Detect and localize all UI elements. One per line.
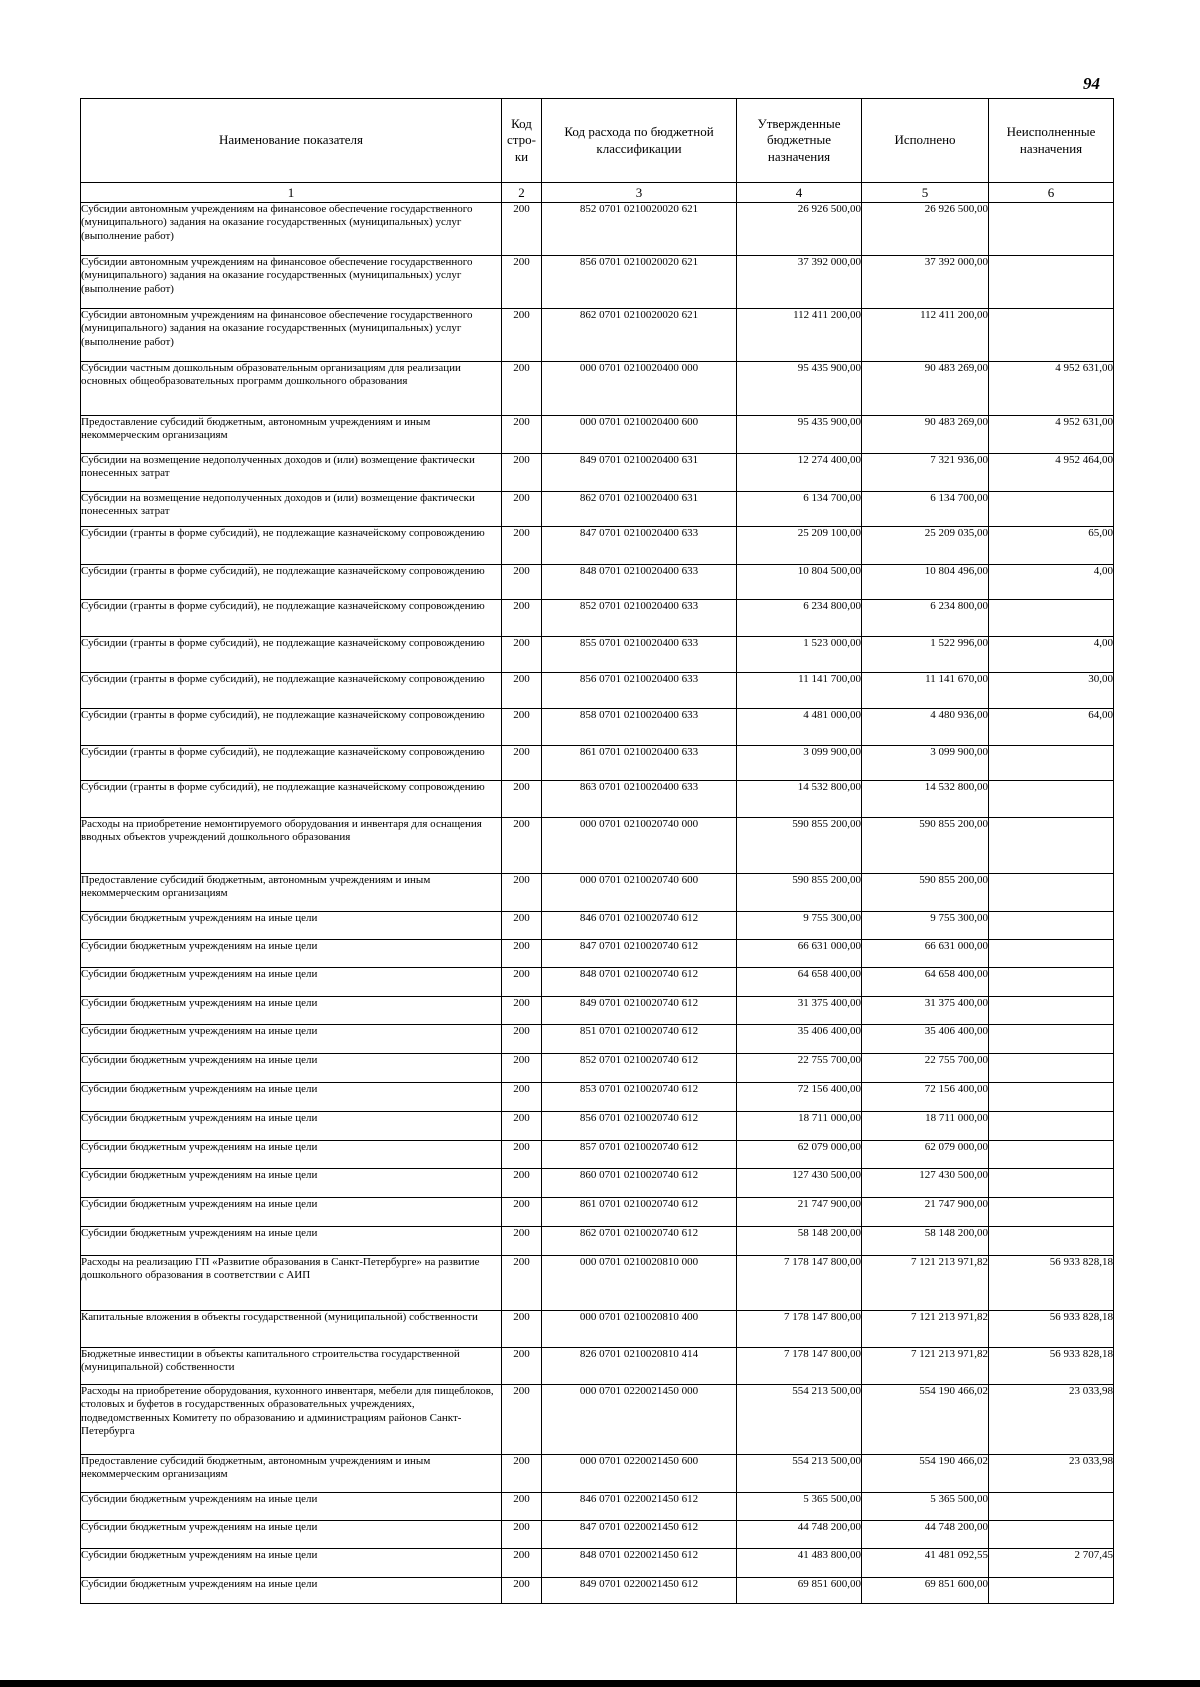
row-approved-amount: 35 406 400,00 <box>737 1025 862 1054</box>
row-line-code: 200 <box>502 1549 542 1578</box>
row-name: Субсидии бюджетным учреждениям на иные цели <box>81 912 502 940</box>
row-approved-amount: 11 141 700,00 <box>737 673 862 709</box>
row-line-code: 200 <box>502 362 542 416</box>
table-row <box>81 1549 1114 1578</box>
row-executed-amount: 4 480 936,00 <box>862 709 989 746</box>
row-executed-amount: 41 481 092,55 <box>862 1549 989 1578</box>
table-row <box>81 673 1114 709</box>
row-budget-code: 826 0701 0210020810 414 <box>542 1348 737 1385</box>
table-row <box>81 818 1114 874</box>
row-name: Субсидии автономным учреждениям на финансовое обеспечение государственного (муниципального) задания на оказание государственных (муниципальных) услуг (выполнение работ) <box>81 203 502 256</box>
row-name: Субсидии автономным учреждениям на финансовое обеспечение государственного (муниципального) задания на оказание государственных (муниципальных) услуг (выполнение работ) <box>81 256 502 309</box>
row-approved-amount: 31 375 400,00 <box>737 997 862 1025</box>
row-name: Предоставление субсидий бюджетным, автономным учреждениям и иным некоммерческим организациям <box>81 1455 502 1493</box>
row-line-code: 200 <box>502 1493 542 1521</box>
row-approved-amount: 72 156 400,00 <box>737 1083 862 1112</box>
row-line-code: 200 <box>502 1025 542 1054</box>
row-name: Субсидии (гранты в форме субсидий), не подлежащие казначейскому сопровождению <box>81 673 502 709</box>
row-approved-amount: 21 747 900,00 <box>737 1198 862 1227</box>
header-executed: Исполнено <box>862 99 989 183</box>
column-number: 2 <box>502 183 542 203</box>
header-row <box>81 99 1114 183</box>
row-unexecuted-amount: 4,00 <box>989 565 1114 600</box>
row-unexecuted-amount: 64,00 <box>989 709 1114 746</box>
row-executed-amount: 1 522 996,00 <box>862 637 989 673</box>
row-line-code: 200 <box>502 940 542 968</box>
row-budget-code: 000 0701 0220021450 600 <box>542 1455 737 1493</box>
row-executed-amount: 64 658 400,00 <box>862 968 989 997</box>
table-row <box>81 416 1114 454</box>
row-name: Субсидии на возмещение недополученных доходов и (или) возмещение фактически понесенных затрат <box>81 492 502 527</box>
row-unexecuted-amount: 56 933 828,18 <box>989 1256 1114 1311</box>
row-executed-amount: 31 375 400,00 <box>862 997 989 1025</box>
row-approved-amount: 10 804 500,00 <box>737 565 862 600</box>
row-unexecuted-amount <box>989 874 1114 912</box>
row-unexecuted-amount: 23 033,98 <box>989 1385 1114 1455</box>
row-name: Субсидии бюджетным учреждениям на иные цели <box>81 1112 502 1141</box>
row-budget-code: 862 0701 0210020740 612 <box>542 1227 737 1256</box>
row-executed-amount: 18 711 000,00 <box>862 1112 989 1141</box>
row-line-code: 200 <box>502 912 542 940</box>
row-budget-code: 000 0701 0210020400 600 <box>542 416 737 454</box>
row-line-code: 200 <box>502 1227 542 1256</box>
row-executed-amount: 62 079 000,00 <box>862 1141 989 1169</box>
row-line-code: 200 <box>502 709 542 746</box>
row-name: Расходы на реализацию ГП «Развитие образования в Санкт-Петербурге» на развитие дошкольного образования в соответствии с АИП <box>81 1256 502 1311</box>
row-budget-code: 848 0701 0210020740 612 <box>542 968 737 997</box>
row-approved-amount: 69 851 600,00 <box>737 1578 862 1604</box>
row-approved-amount: 6 134 700,00 <box>737 492 862 527</box>
row-unexecuted-amount <box>989 492 1114 527</box>
row-unexecuted-amount <box>989 912 1114 940</box>
row-approved-amount: 64 658 400,00 <box>737 968 862 997</box>
row-name: Расходы на приобретение немонтируемого оборудования и инвентаря для оснащения вводных объектов учреждений дошкольного образования <box>81 818 502 874</box>
row-executed-amount: 5 365 500,00 <box>862 1493 989 1521</box>
table-row <box>81 1493 1114 1521</box>
row-budget-code: 853 0701 0210020740 612 <box>542 1083 737 1112</box>
header-line-code: Код стро-ки <box>502 99 542 183</box>
row-budget-code: 848 0701 0210020400 633 <box>542 565 737 600</box>
row-executed-amount: 69 851 600,00 <box>862 1578 989 1604</box>
row-budget-code: 862 0701 0210020400 631 <box>542 492 737 527</box>
row-approved-amount: 5 365 500,00 <box>737 1493 862 1521</box>
table-row <box>81 527 1114 565</box>
row-budget-code: 846 0701 0210020740 612 <box>542 912 737 940</box>
table-body <box>81 203 1114 1604</box>
row-approved-amount: 1 523 000,00 <box>737 637 862 673</box>
table-row <box>81 1083 1114 1112</box>
row-unexecuted-amount: 4 952 631,00 <box>989 362 1114 416</box>
column-number: 4 <box>737 183 862 203</box>
row-executed-amount: 35 406 400,00 <box>862 1025 989 1054</box>
row-line-code: 200 <box>502 454 542 492</box>
row-line-code: 200 <box>502 997 542 1025</box>
table-row <box>81 1054 1114 1083</box>
row-budget-code: 000 0701 0210020810 400 <box>542 1311 737 1348</box>
row-budget-code: 851 0701 0210020740 612 <box>542 1025 737 1054</box>
table-row <box>81 968 1114 997</box>
row-budget-code: 000 0701 0210020740 600 <box>542 874 737 912</box>
row-line-code: 200 <box>502 818 542 874</box>
row-unexecuted-amount <box>989 1025 1114 1054</box>
row-budget-code: 863 0701 0210020400 633 <box>542 781 737 818</box>
row-unexecuted-amount: 23 033,98 <box>989 1455 1114 1493</box>
column-number: 1 <box>81 183 502 203</box>
row-executed-amount: 3 099 900,00 <box>862 746 989 781</box>
table-row <box>81 1521 1114 1549</box>
row-line-code: 200 <box>502 673 542 709</box>
row-name: Субсидии бюджетным учреждениям на иные цели <box>81 1054 502 1083</box>
row-unexecuted-amount <box>989 997 1114 1025</box>
row-line-code: 200 <box>502 1521 542 1549</box>
row-line-code: 200 <box>502 600 542 637</box>
row-approved-amount: 3 099 900,00 <box>737 746 862 781</box>
row-name: Субсидии (гранты в форме субсидий), не подлежащие казначейскому сопровождению <box>81 709 502 746</box>
row-name: Субсидии бюджетным учреждениям на иные цели <box>81 1521 502 1549</box>
row-line-code: 200 <box>502 781 542 818</box>
row-name: Субсидии бюджетным учреждениям на иные цели <box>81 1549 502 1578</box>
row-budget-code: 852 0701 0210020400 633 <box>542 600 737 637</box>
row-name: Субсидии бюджетным учреждениям на иные цели <box>81 1083 502 1112</box>
table-row <box>81 256 1114 309</box>
row-executed-amount: 11 141 670,00 <box>862 673 989 709</box>
row-budget-code: 856 0701 0210020020 621 <box>542 256 737 309</box>
header-approved: Утвержденные бюджетные назначения <box>737 99 862 183</box>
row-name: Субсидии (гранты в форме субсидий), не подлежащие казначейскому сопровождению <box>81 600 502 637</box>
row-unexecuted-amount: 4 952 631,00 <box>989 416 1114 454</box>
row-executed-amount: 554 190 466,02 <box>862 1385 989 1455</box>
row-name: Субсидии бюджетным учреждениям на иные цели <box>81 997 502 1025</box>
row-name: Субсидии бюджетным учреждениям на иные цели <box>81 1025 502 1054</box>
column-number: 5 <box>862 183 989 203</box>
scan-bottom-edge <box>0 1680 1200 1687</box>
table-row <box>81 454 1114 492</box>
row-approved-amount: 37 392 000,00 <box>737 256 862 309</box>
row-unexecuted-amount <box>989 1198 1114 1227</box>
table-row <box>81 600 1114 637</box>
table-row <box>81 940 1114 968</box>
row-executed-amount: 127 430 500,00 <box>862 1169 989 1198</box>
row-line-code: 200 <box>502 1455 542 1493</box>
row-unexecuted-amount <box>989 968 1114 997</box>
row-budget-code: 849 0701 0210020740 612 <box>542 997 737 1025</box>
row-executed-amount: 22 755 700,00 <box>862 1054 989 1083</box>
row-budget-code: 847 0701 0210020400 633 <box>542 527 737 565</box>
row-unexecuted-amount <box>989 746 1114 781</box>
table-row <box>81 1455 1114 1493</box>
row-line-code: 200 <box>502 1141 542 1169</box>
row-name: Субсидии (гранты в форме субсидий), не подлежащие казначейскому сопровождению <box>81 781 502 818</box>
budget-execution-table <box>80 98 1114 1604</box>
header-budget-code: Код расхода по бюджетной классификации <box>542 99 737 183</box>
row-line-code: 200 <box>502 637 542 673</box>
row-line-code: 200 <box>502 492 542 527</box>
row-budget-code: 860 0701 0210020740 612 <box>542 1169 737 1198</box>
row-executed-amount: 590 855 200,00 <box>862 818 989 874</box>
row-approved-amount: 95 435 900,00 <box>737 362 862 416</box>
row-line-code: 200 <box>502 1083 542 1112</box>
row-unexecuted-amount <box>989 818 1114 874</box>
row-approved-amount: 58 148 200,00 <box>737 1227 862 1256</box>
row-name: Субсидии бюджетным учреждениям на иные цели <box>81 968 502 997</box>
table-row <box>81 1169 1114 1198</box>
row-executed-amount: 14 532 800,00 <box>862 781 989 818</box>
row-budget-code: 852 0701 0210020740 612 <box>542 1054 737 1083</box>
row-name: Субсидии (гранты в форме субсидий), не подлежащие казначейскому сопровождению <box>81 527 502 565</box>
page-number: 94 <box>1083 74 1100 93</box>
row-budget-code: 847 0701 0220021450 612 <box>542 1521 737 1549</box>
column-number: 3 <box>542 183 737 203</box>
table-row <box>81 1311 1114 1348</box>
row-name: Субсидии (гранты в форме субсидий), не подлежащие казначейскому сопровождению <box>81 746 502 781</box>
table-row <box>81 874 1114 912</box>
row-line-code: 200 <box>502 874 542 912</box>
row-approved-amount: 4 481 000,00 <box>737 709 862 746</box>
row-approved-amount: 112 411 200,00 <box>737 309 862 362</box>
table-row <box>81 1025 1114 1054</box>
row-name: Субсидии бюджетным учреждениям на иные цели <box>81 1578 502 1604</box>
row-line-code: 200 <box>502 256 542 309</box>
row-unexecuted-amount <box>989 256 1114 309</box>
row-line-code: 200 <box>502 527 542 565</box>
row-unexecuted-amount <box>989 1521 1114 1549</box>
row-approved-amount: 590 855 200,00 <box>737 818 862 874</box>
row-name: Субсидии (гранты в форме субсидий), не подлежащие казначейскому сопровождению <box>81 565 502 600</box>
row-approved-amount: 26 926 500,00 <box>737 203 862 256</box>
row-budget-code: 852 0701 0210020020 621 <box>542 203 737 256</box>
row-approved-amount: 22 755 700,00 <box>737 1054 862 1083</box>
table-row <box>81 309 1114 362</box>
table-row <box>81 637 1114 673</box>
row-approved-amount: 590 855 200,00 <box>737 874 862 912</box>
row-approved-amount: 18 711 000,00 <box>737 1112 862 1141</box>
row-approved-amount: 9 755 300,00 <box>737 912 862 940</box>
row-budget-code: 848 0701 0220021450 612 <box>542 1549 737 1578</box>
table-row <box>81 746 1114 781</box>
row-name: Субсидии бюджетным учреждениям на иные цели <box>81 1141 502 1169</box>
row-budget-code: 858 0701 0210020400 633 <box>542 709 737 746</box>
table-row <box>81 1348 1114 1385</box>
row-name: Расходы на приобретение оборудования, кухонного инвентаря, мебели для пищеблоков, столовых и буфетов в государственных образовательных учреждениях, подведомственных Комитету по образованию и администрациям районов Санкт-Петербурга <box>81 1385 502 1455</box>
row-budget-code: 856 0701 0210020740 612 <box>542 1112 737 1141</box>
table-row <box>81 1385 1114 1455</box>
row-budget-code: 856 0701 0210020400 633 <box>542 673 737 709</box>
table-row <box>81 781 1114 818</box>
row-budget-code: 861 0701 0210020400 633 <box>542 746 737 781</box>
row-budget-code: 846 0701 0220021450 612 <box>542 1493 737 1521</box>
row-approved-amount: 95 435 900,00 <box>737 416 862 454</box>
row-budget-code: 000 0701 0210020810 000 <box>542 1256 737 1311</box>
row-approved-amount: 554 213 500,00 <box>737 1455 862 1493</box>
row-unexecuted-amount <box>989 940 1114 968</box>
column-number: 6 <box>989 183 1114 203</box>
row-unexecuted-amount <box>989 1227 1114 1256</box>
row-executed-amount: 7 121 213 971,82 <box>862 1348 989 1385</box>
row-executed-amount: 6 134 700,00 <box>862 492 989 527</box>
row-approved-amount: 7 178 147 800,00 <box>737 1256 862 1311</box>
row-approved-amount: 62 079 000,00 <box>737 1141 862 1169</box>
row-line-code: 200 <box>502 1198 542 1227</box>
row-executed-amount: 112 411 200,00 <box>862 309 989 362</box>
row-executed-amount: 44 748 200,00 <box>862 1521 989 1549</box>
row-budget-code: 855 0701 0210020400 633 <box>542 637 737 673</box>
row-budget-code: 857 0701 0210020740 612 <box>542 1141 737 1169</box>
table-row <box>81 492 1114 527</box>
row-approved-amount: 127 430 500,00 <box>737 1169 862 1198</box>
row-unexecuted-amount: 4,00 <box>989 637 1114 673</box>
table-row <box>81 1198 1114 1227</box>
row-unexecuted-amount <box>989 1083 1114 1112</box>
table-row <box>81 912 1114 940</box>
row-unexecuted-amount: 65,00 <box>989 527 1114 565</box>
table-row <box>81 362 1114 416</box>
row-unexecuted-amount <box>989 1169 1114 1198</box>
row-approved-amount: 554 213 500,00 <box>737 1385 862 1455</box>
row-name: Предоставление субсидий бюджетным, автономным учреждениям и иным некоммерческим организациям <box>81 874 502 912</box>
row-executed-amount: 21 747 900,00 <box>862 1198 989 1227</box>
row-unexecuted-amount: 56 933 828,18 <box>989 1348 1114 1385</box>
row-unexecuted-amount <box>989 203 1114 256</box>
row-approved-amount: 7 178 147 800,00 <box>737 1311 862 1348</box>
header-unexecuted: Неисполненные назначения <box>989 99 1114 183</box>
row-executed-amount: 58 148 200,00 <box>862 1227 989 1256</box>
row-budget-code: 862 0701 0210020020 621 <box>542 309 737 362</box>
row-unexecuted-amount <box>989 1493 1114 1521</box>
row-approved-amount: 6 234 800,00 <box>737 600 862 637</box>
row-budget-code: 849 0701 0220021450 612 <box>542 1578 737 1604</box>
row-approved-amount: 7 178 147 800,00 <box>737 1348 862 1385</box>
row-budget-code: 849 0701 0210020400 631 <box>542 454 737 492</box>
row-line-code: 200 <box>502 309 542 362</box>
row-name: Предоставление субсидий бюджетным, автономным учреждениям и иным некоммерческим организациям <box>81 416 502 454</box>
row-line-code: 200 <box>502 1169 542 1198</box>
row-name: Бюджетные инвестиции в объекты капитального строительства государственной (муниципальной) собственности <box>81 1348 502 1385</box>
row-unexecuted-amount: 4 952 464,00 <box>989 454 1114 492</box>
row-line-code: 200 <box>502 1112 542 1141</box>
table-row <box>81 709 1114 746</box>
row-approved-amount: 44 748 200,00 <box>737 1521 862 1549</box>
row-line-code: 200 <box>502 1578 542 1604</box>
row-executed-amount: 37 392 000,00 <box>862 256 989 309</box>
row-line-code: 200 <box>502 1054 542 1083</box>
row-name: Капитальные вложения в объекты государственной (муниципальной) собственности <box>81 1311 502 1348</box>
row-executed-amount: 26 926 500,00 <box>862 203 989 256</box>
row-unexecuted-amount <box>989 1054 1114 1083</box>
row-approved-amount: 14 532 800,00 <box>737 781 862 818</box>
row-name: Субсидии бюджетным учреждениям на иные цели <box>81 940 502 968</box>
row-executed-amount: 90 483 269,00 <box>862 362 989 416</box>
row-unexecuted-amount <box>989 309 1114 362</box>
row-name: Субсидии автономным учреждениям на финансовое обеспечение государственного (муниципального) задания на оказание государственных (муниципальных) услуг (выполнение работ) <box>81 309 502 362</box>
row-line-code: 200 <box>502 1311 542 1348</box>
header-name: Наименование показателя <box>81 99 502 183</box>
row-name: Субсидии на возмещение недополученных доходов и (или) возмещение фактически понесенных затрат <box>81 454 502 492</box>
row-name: Субсидии бюджетным учреждениям на иные цели <box>81 1198 502 1227</box>
table-row <box>81 1256 1114 1311</box>
table-row <box>81 1112 1114 1141</box>
table-row <box>81 203 1114 256</box>
row-name: Субсидии бюджетным учреждениям на иные цели <box>81 1169 502 1198</box>
row-executed-amount: 10 804 496,00 <box>862 565 989 600</box>
row-name: Субсидии (гранты в форме субсидий), не подлежащие казначейскому сопровождению <box>81 637 502 673</box>
row-approved-amount: 41 483 800,00 <box>737 1549 862 1578</box>
row-approved-amount: 66 631 000,00 <box>737 940 862 968</box>
row-line-code: 200 <box>502 1385 542 1455</box>
row-unexecuted-amount: 2 707,45 <box>989 1549 1114 1578</box>
row-executed-amount: 554 190 466,02 <box>862 1455 989 1493</box>
row-unexecuted-amount <box>989 781 1114 818</box>
row-line-code: 200 <box>502 416 542 454</box>
row-executed-amount: 25 209 035,00 <box>862 527 989 565</box>
row-unexecuted-amount: 56 933 828,18 <box>989 1311 1114 1348</box>
row-unexecuted-amount <box>989 600 1114 637</box>
row-executed-amount: 9 755 300,00 <box>862 912 989 940</box>
row-approved-amount: 12 274 400,00 <box>737 454 862 492</box>
row-line-code: 200 <box>502 1348 542 1385</box>
row-executed-amount: 7 321 936,00 <box>862 454 989 492</box>
row-budget-code: 000 0701 0220021450 000 <box>542 1385 737 1455</box>
row-executed-amount: 590 855 200,00 <box>862 874 989 912</box>
row-executed-amount: 7 121 213 971,82 <box>862 1256 989 1311</box>
row-budget-code: 847 0701 0210020740 612 <box>542 940 737 968</box>
column-number-row <box>81 183 1114 203</box>
row-line-code: 200 <box>502 968 542 997</box>
row-executed-amount: 72 156 400,00 <box>862 1083 989 1112</box>
table-row <box>81 997 1114 1025</box>
row-executed-amount: 7 121 213 971,82 <box>862 1311 989 1348</box>
row-unexecuted-amount <box>989 1578 1114 1604</box>
table-row <box>81 1578 1114 1604</box>
table-row <box>81 1227 1114 1256</box>
row-executed-amount: 90 483 269,00 <box>862 416 989 454</box>
row-name: Субсидии частным дошкольным образовательным организациям для реализации основных общеобразовательных программ дошкольного образования <box>81 362 502 416</box>
row-executed-amount: 6 234 800,00 <box>862 600 989 637</box>
row-budget-code: 000 0701 0210020400 000 <box>542 362 737 416</box>
row-unexecuted-amount <box>989 1141 1114 1169</box>
row-budget-code: 861 0701 0210020740 612 <box>542 1198 737 1227</box>
row-budget-code: 000 0701 0210020740 000 <box>542 818 737 874</box>
row-name: Субсидии бюджетным учреждениям на иные цели <box>81 1227 502 1256</box>
row-line-code: 200 <box>502 565 542 600</box>
row-unexecuted-amount <box>989 1112 1114 1141</box>
row-line-code: 200 <box>502 1256 542 1311</box>
row-approved-amount: 25 209 100,00 <box>737 527 862 565</box>
table-row <box>81 1141 1114 1169</box>
row-line-code: 200 <box>502 203 542 256</box>
row-line-code: 200 <box>502 746 542 781</box>
row-executed-amount: 66 631 000,00 <box>862 940 989 968</box>
table-row <box>81 565 1114 600</box>
row-name: Субсидии бюджетным учреждениям на иные цели <box>81 1493 502 1521</box>
row-unexecuted-amount: 30,00 <box>989 673 1114 709</box>
